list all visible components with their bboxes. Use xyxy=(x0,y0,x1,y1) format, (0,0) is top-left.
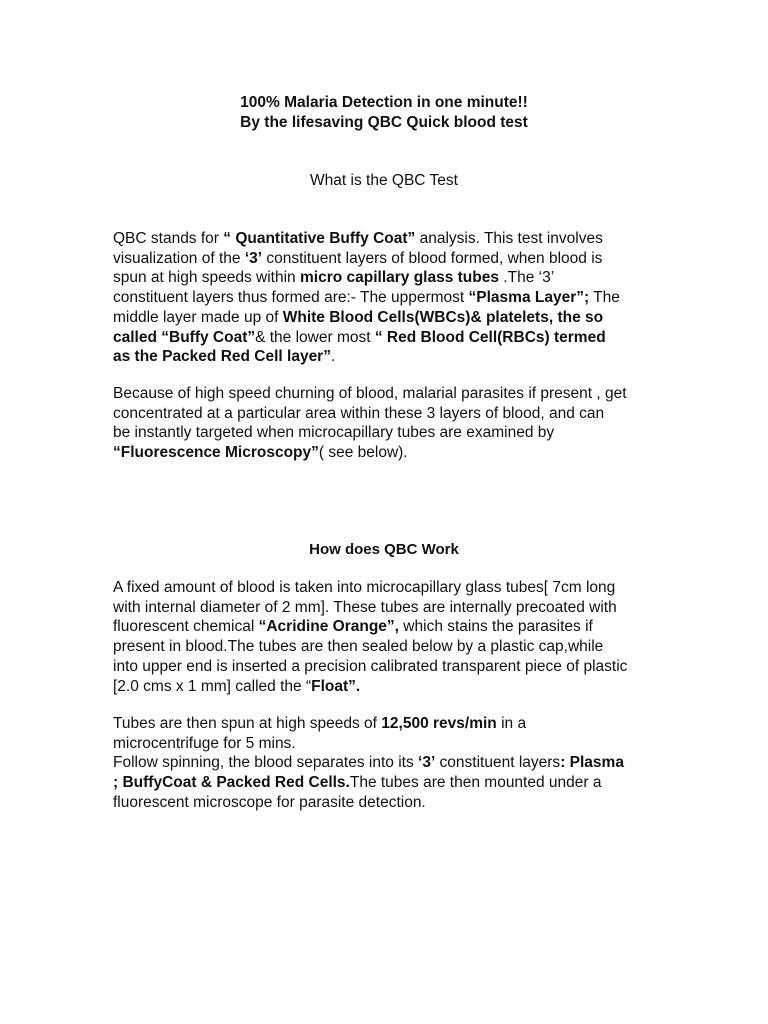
text-line: with internal diameter of 2 mm]. These tubes are internally precoated with xyxy=(113,598,617,616)
text-line: A fixed amount of blood is taken into microcapillary glass tubes[ 7cm long xyxy=(113,579,616,596)
text-line: microcentrifuge for 5 mins. xyxy=(113,734,296,752)
text-line: called “Buffy Coat”& the lower most “ Red Blood Cell(RBCs) termed xyxy=(113,328,606,346)
title-line-1: 100% Malaria Detection in one minute!! xyxy=(240,94,528,111)
text-line: constituent layers thus formed are:- The uppermost “Plasma Layer”; The xyxy=(113,289,620,307)
title-line-2: By the lifesaving QBC Quick blood test xyxy=(240,114,528,131)
text-line: visualization of the ‘3’ constituent layers of blood formed, when blood is xyxy=(113,249,603,267)
text-line: spun at high speeds within micro capillary glass tubes .The ‘3’ xyxy=(113,269,555,287)
text-line: “Fluorescence Microscopy”( see below). xyxy=(113,444,408,462)
text-line: be instantly targeted when microcapillary tubes are examined by xyxy=(113,424,555,442)
text-line: fluorescent microscope for parasite detection. xyxy=(113,793,426,811)
paragraph-centrifuge xyxy=(113,714,663,813)
text-line: Because of high speed churning of blood, malarial parasites if present , get xyxy=(113,385,627,402)
paragraph-procedure xyxy=(113,578,663,696)
text-line: [2.0 cms x 1 mm] called the “Float”. xyxy=(113,677,361,695)
text-line: QBC stands for “ Quantitative Buffy Coat” analysis. This test involves xyxy=(113,230,603,247)
text-line: as the Packed Red Cell layer”. xyxy=(113,348,336,366)
text-line: middle layer made up of White Blood Cells(WBCs)& platelets, the so xyxy=(113,308,604,326)
paragraph-parasite-concentration xyxy=(113,384,663,463)
section-heading-what-is-qbc: What is the QBC Test xyxy=(310,172,458,189)
paragraph-qbc-definition xyxy=(113,229,663,367)
text-line: into upper end is inserted a precision calibrated transparent piece of plastic xyxy=(113,657,628,675)
text-line: fluorescent chemical “Acridine Orange”, which stains the parasites if xyxy=(113,618,593,636)
text-line: present in blood.The tubes are then sealed below by a plastic cap,while xyxy=(113,638,604,656)
document-title xyxy=(0,93,768,133)
text-line: Follow spinning, the blood separates into its ‘3’ constituent layers: Plasma xyxy=(113,754,624,772)
text-line: ; BuffyCoat & Packed Red Cells.The tubes are then mounted under a xyxy=(113,774,602,792)
text-line: concentrated at a particular area within these 3 layers of blood, and can xyxy=(113,404,605,422)
section-heading-how-qbc-works: How does QBC Work xyxy=(309,541,459,558)
text-line: Tubes are then spun at high speeds of 12,500 revs/min in a xyxy=(113,715,527,732)
